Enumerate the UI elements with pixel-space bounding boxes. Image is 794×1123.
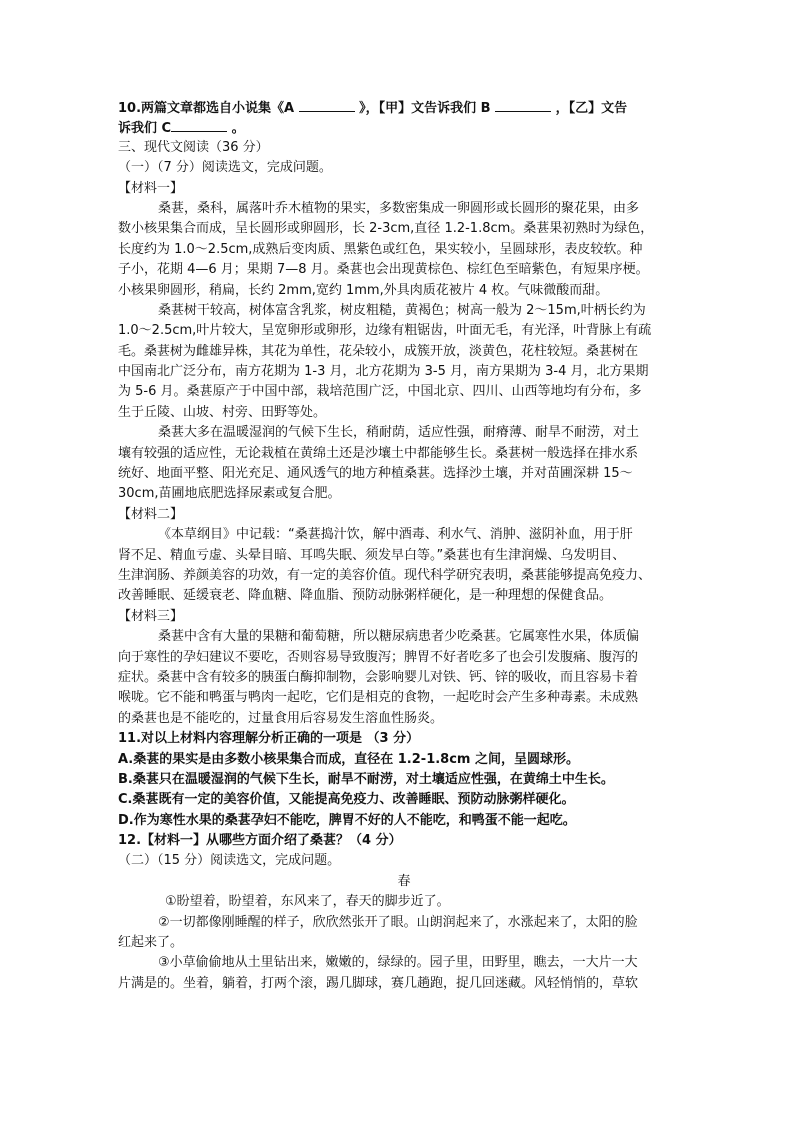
material-1-line: 毛。桑葚树为雌雄异株，其花为单性，花朵较小，成簇开放，淡黄色，花柱较短。桑葚树在 [118, 343, 639, 359]
material-2-line: 《本草纲目》中记载：“桑葚捣汁饮，解中酒毒、利水气、消肿、滋阴补血，用于肝 [158, 527, 633, 543]
essay-paragraph-3-line-2: 片满是的。坐着，躺着，打两个滚，踢几脚球，赛几趟跑，捉几回迷藏。风轻悄悄的，草软 [118, 975, 639, 991]
subsection-1-heading: （一）（7 分）阅读选文，完成问题。 [118, 160, 332, 176]
q10-line2-prefix: 诉我们 C [118, 121, 172, 137]
q10-part3: ，【乙】文告 [551, 101, 628, 116]
material-3-line: 症状。桑葚中含有较多的胰蛋白酶抑制物，会影响婴儿对铁、钙、锌的吸收，而且容易卡着 [118, 669, 639, 685]
material-1-line: 30cm,苗圃地底肥选择尿素或复合肥。 [118, 486, 341, 502]
essay-paragraph-3-line-1: ③小草偷偷地从土里钻出来，嫩嫩的，绿绿的。园子里，田野里，瞧去，一大片一大 [158, 955, 638, 971]
material-1-line: 生于丘陵、山坡、村旁、田野等处。 [118, 404, 327, 420]
subsection-2-heading: （二）（15 分）阅读选文，完成问题。 [118, 853, 341, 869]
material-2-line: 肾不足、精血亏虚、头晕目暗、耳鸣失眠、须发早白等。”桑葚也有生津润燥、乌发明目、 [118, 547, 626, 563]
material-1-line: 中国南北广泛分布，南方花期为 1-3 月，北方花期为 3-5 月，南方果期为 3-4 月，北方果期 [118, 364, 649, 380]
question-10-line-2 [118, 117, 680, 137]
material-3-line: 向于寒性的孕妇建议不要吃，否则容易导致腹泻；脾胃不好者吃多了也会引发腹痛、腹泻的 [118, 649, 639, 665]
question-11-option-d[interactable]: D.作为寒性水果的桑葚孕妇不能吃，脾胃不好的人不能吃，和鸭蛋不能一起吃。 [118, 812, 576, 828]
material-3-label: 【材料三】 [118, 608, 184, 624]
material-1-line: 数小核果集合而成，呈长圆形或卵圆形，长 2-3cm,直径 1.2-1.8cm。桑葚果初熟时为绿色， [118, 221, 654, 237]
material-3-line: 喉咙。它不能和鸭蛋与鸭肉一起吃，它们是相克的食物，一起吃时会产生多种毒素。未成熟 [118, 690, 639, 706]
material-3-line: 桑葚中含有大量的果糖和葡萄糖，所以糖尿病患者少吃桑葚。它属寒性水果，体质偏 [158, 629, 640, 645]
material-2-line: 生津润肠、养颜美容的功效，有一定的美容价值。现代科学研究表明，桑葚能够提高免疫力、 [118, 567, 652, 583]
q10-blank-b[interactable] [495, 97, 551, 112]
q10-blank-c[interactable] [171, 117, 227, 132]
question-11-option-a[interactable]: A.桑葚的果实是由多数小核果集合而成，直径在 1.2-1.8cm 之间，呈圆球形。 [118, 751, 579, 767]
material-1-line: 桑葚，桑科，属落叶乔木植物的果实，多数密集成一卵圆形或长圆形的聚花果，由多 [158, 200, 640, 216]
material-1-line: 长度约为 1.0～2.5cm,成熟后变肉质、黑紫色或红色，果实较小，呈圆球形，表皮较软。种 [118, 241, 643, 257]
material-2-label: 【材料二】 [118, 506, 184, 522]
material-1-line: 1.0～2.5cm,叶片较大，呈宽卵形或卵形，边缘有粗锯齿，叶面无毛，有光泽，叶背脉上有疏 [118, 323, 652, 339]
material-1-line: 桑葚树干较高，树体富含乳浆，树皮粗糙，黄褐色；树高一般为 2～15m,叶柄长约为 [158, 302, 646, 318]
material-1-line: 子小，花期 4—6 月；果期 7—8 月。桑葚也会出现黄棕色、棕红色至暗紫色，有短果序梗。 [118, 262, 649, 278]
question-10-line-1 [118, 97, 680, 117]
essay-paragraph-2-line-1: ②一切都像刚睡醒的样子，欣欣然张开了眼。山朗润起来了，水涨起来了，太阳的脸 [158, 914, 638, 930]
question-11-option-b[interactable]: B.桑葚只在温暖湿润的气候下生长，耐旱不耐涝，对土壤适应性强，在黄绵土中生长。 [118, 771, 614, 787]
material-1-line: 壤有较强的适应性，无论栽植在黄绵土还是沙壤土中都能够生长。桑葚树一般选择在排水系 [118, 445, 639, 461]
question-12: 12.【材料一】从哪些方面介绍了桑葚？（4 分） [118, 833, 402, 849]
essay-paragraph-1: ①盼望着，盼望着，东风来了，春天的脚步近了。 [165, 894, 450, 910]
essay-paragraph-2-line-2: 红起来了。 [118, 935, 184, 951]
question-11-option-c[interactable]: C.桑葚既有一定的美容价值，又能提高免疫力、改善睡眠、预防动脉粥样硬化。 [118, 792, 575, 808]
material-3-line: 的桑葚也是不能吃的，过量食用后容易发生溶血性肠炎。 [118, 710, 444, 726]
material-2-line: 改善睡眠、延缓衰老、降血糖、降血脂、预防动脉粥样硬化，是一种理想的保健食品。 [118, 588, 613, 604]
q10-part1: 10.两篇文章都选自小说集《A [118, 101, 299, 116]
section-3-heading: 三、现代文阅读（36 分） [118, 139, 269, 155]
material-1-line: 小核果卵圆形，稍扁，长约 2mm,宽约 1mm,外具肉质花被片 4 枚。气味微酸而甜。 [118, 282, 609, 298]
essay-title: 春 [397, 873, 411, 889]
q10-blank-a[interactable] [299, 97, 355, 112]
q10-line2-suffix: 。 [227, 121, 245, 137]
exam-page [118, 97, 680, 994]
material-1-line: 统好、地面平整、阳光充足、通风透气的地方种植桑葚。选择沙土壤，并对苗圃深耕 15～ [118, 466, 633, 482]
q10-part2: 》，【甲】文告诉我们 B [354, 101, 496, 116]
material-1-line: 桑葚大多在温暖湿润的气候下生长，稍耐荫，适应性强，耐瘠薄、耐旱不耐涝，对土 [158, 425, 640, 441]
material-1-line: 为 5-6 月。桑葚原产于中国中部，栽培范围广泛，中国北京、四川、山西等地均有分布，多 [118, 384, 642, 400]
question-11-stem: 11.对以上材料内容理解分析正确的一项是 （3 分） [118, 731, 420, 747]
material-1-label: 【材料一】 [118, 180, 184, 196]
